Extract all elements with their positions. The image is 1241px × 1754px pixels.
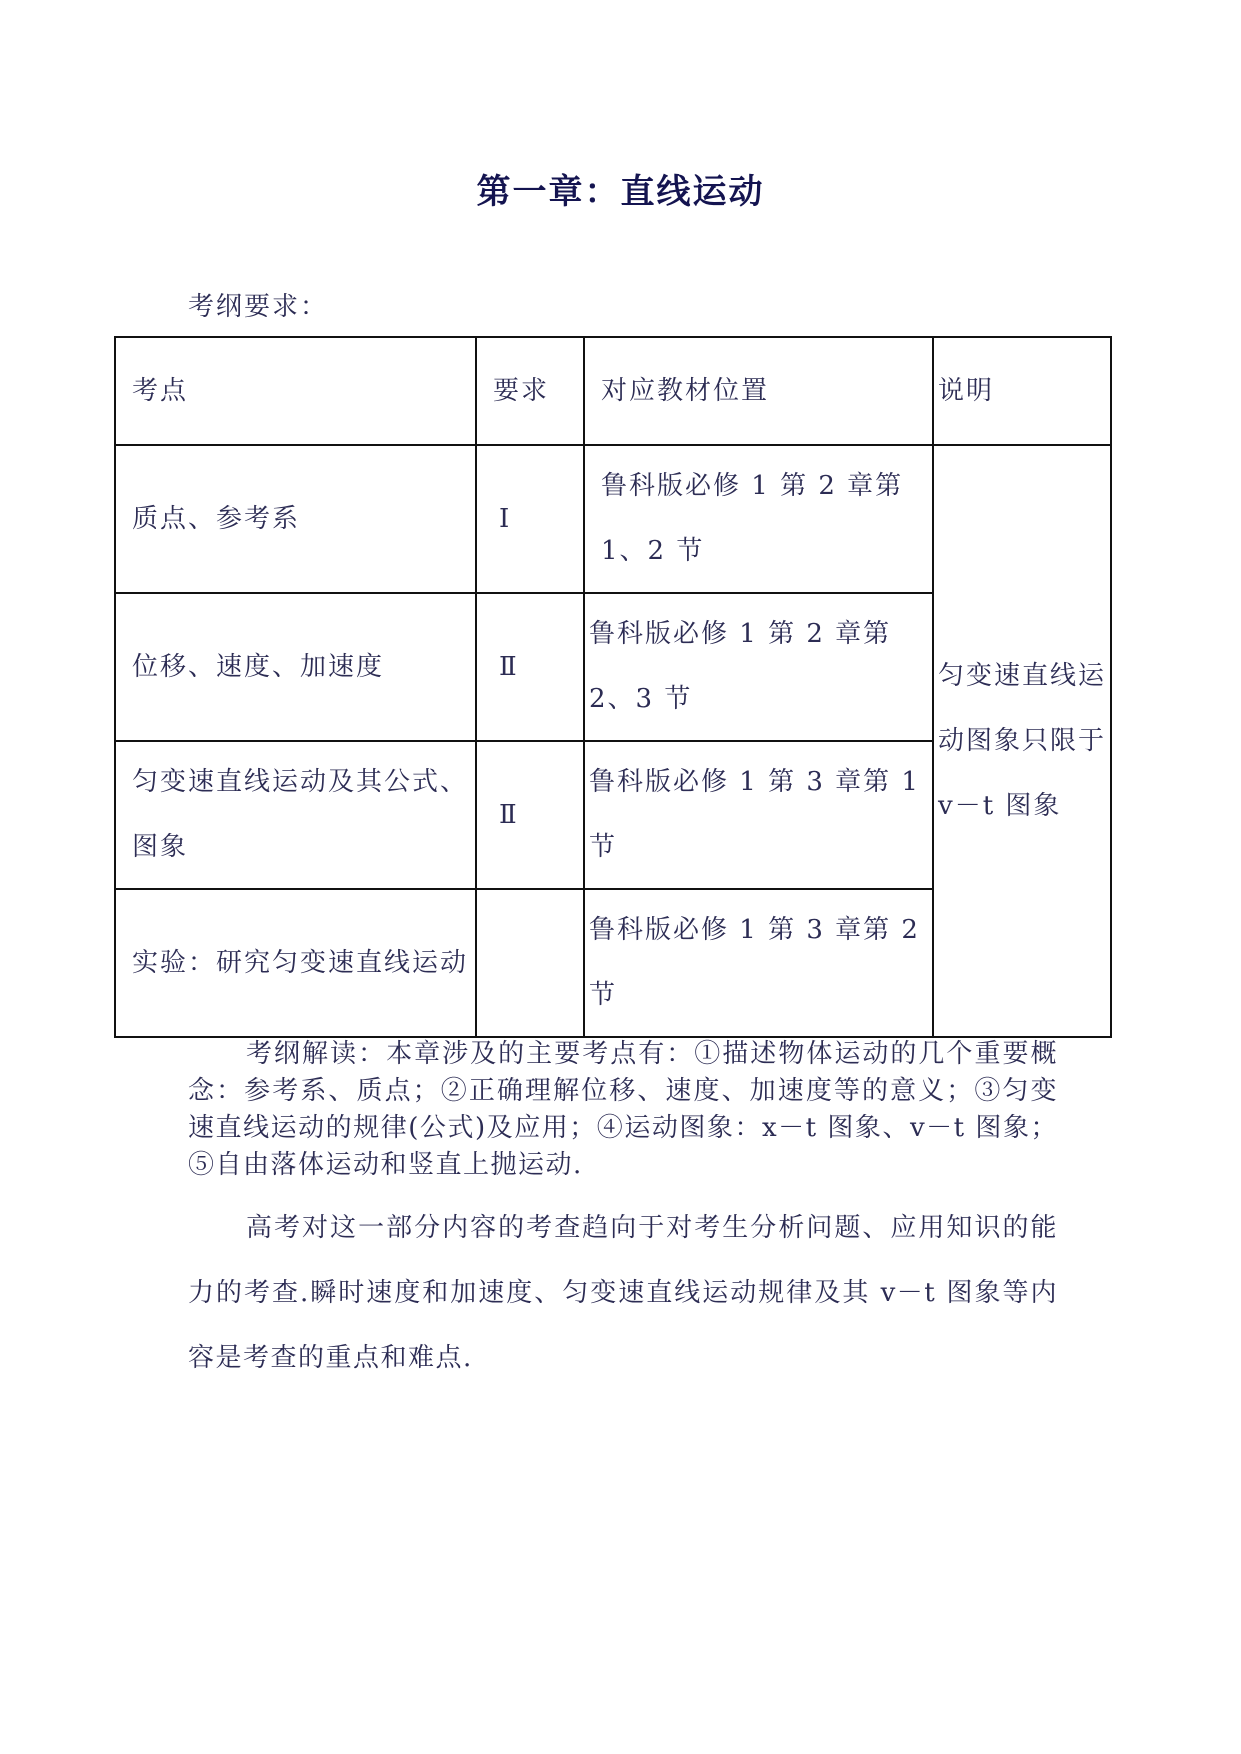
cell-note-merged: 匀变速直线运动图象只限于 v－t 图象 <box>933 445 1111 1037</box>
header-level: 要求 <box>476 337 584 445</box>
requirements-table <box>114 336 1112 1038</box>
cell-level: Ⅱ <box>476 593 584 741</box>
syllabus-interpretation-paragraph: 考纲解读：本章涉及的主要考点有：①描述物体运动的几个重要概念：参考系、质点；②正确理解位移、速度、加速度等的意义；③匀变速直线运动的规律(公式)及应用；④运动图象：x－t 图象、v－t 图象；⑤自由落体运动和竖直上抛运动. <box>188 1039 1058 1180</box>
cell-textbook: 鲁科版必修 1 第 2 章第 1、2 节 <box>584 445 933 593</box>
cell-level: Ⅰ <box>476 445 584 593</box>
cell-point: 匀变速直线运动及其公式、图象 <box>115 741 476 889</box>
page-title: 第一章：直线运动 <box>476 172 765 212</box>
exam-trend-paragraph: 高考对这一部分内容的考查趋向于对考生分析问题、应用知识的能力的考查.瞬时速度和加速度、匀变速直线运动规律及其 v－t 图象等内容是考查的重点和难点. <box>188 1213 1058 1373</box>
cell-point: 质点、参考系 <box>115 445 476 593</box>
cell-level <box>476 889 584 1037</box>
cell-level: Ⅱ <box>476 741 584 889</box>
table-row <box>115 445 1111 593</box>
cell-textbook: 鲁科版必修 1 第 3 章第 2 节 <box>584 889 933 1037</box>
header-textbook: 对应教材位置 <box>584 337 933 445</box>
cell-textbook: 鲁科版必修 1 第 3 章第 1 节 <box>584 741 933 889</box>
cell-point: 位移、速度、加速度 <box>115 593 476 741</box>
syllabus-requirements-label: 考纲要求： <box>188 292 329 322</box>
cell-point: 实验：研究匀变速直线运动 <box>115 889 476 1037</box>
header-note: 说明 <box>933 337 1111 445</box>
header-point: 考点 <box>115 337 476 445</box>
cell-textbook: 鲁科版必修 1 第 2 章第 2、3 节 <box>584 593 933 741</box>
table-header-row <box>115 337 1111 445</box>
